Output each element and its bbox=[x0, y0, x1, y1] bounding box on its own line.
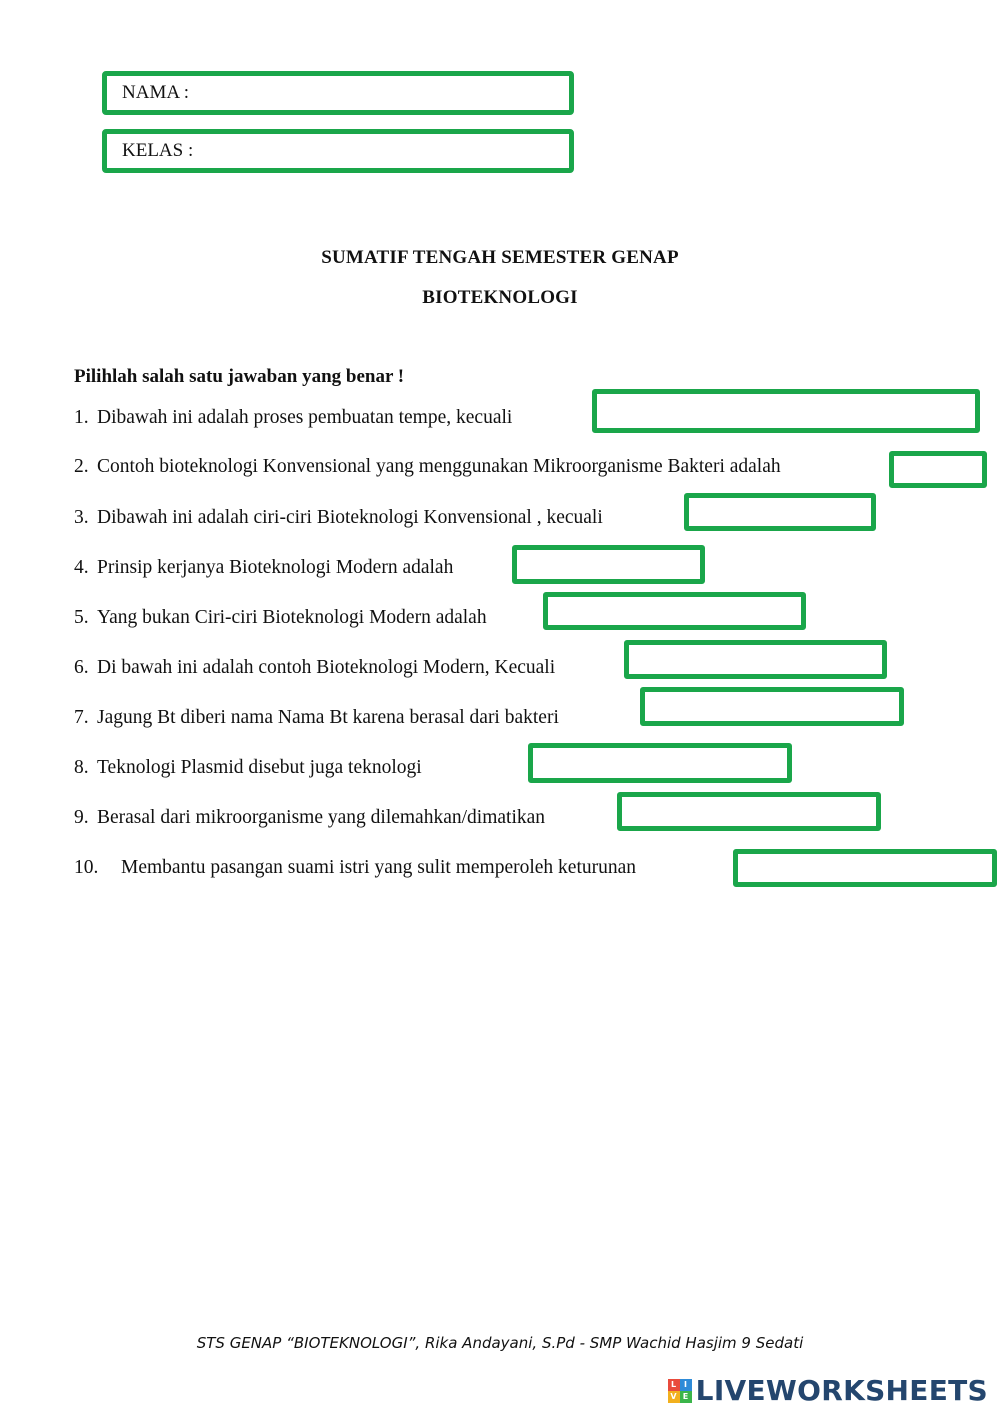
brand-name: LIVEWORKSHEETS bbox=[695, 1374, 988, 1407]
question-text: Dibawah ini adalah proses pembuatan tempe, kecuali bbox=[97, 407, 513, 428]
logo-letter-i: I bbox=[680, 1379, 692, 1391]
question-number: 8. bbox=[74, 757, 89, 778]
answer-box-9[interactable] bbox=[617, 792, 881, 831]
liveworksheets-icon bbox=[668, 1379, 692, 1403]
question-text: Berasal dari mikroorganisme yang dilemahkan/dimatikan bbox=[97, 807, 546, 828]
question-10 bbox=[74, 856, 636, 880]
question-number: 9. bbox=[74, 807, 89, 828]
answer-box-2[interactable] bbox=[889, 451, 987, 488]
question-text: Jagung Bt diberi nama Nama Bt karena berasal dari bakteri bbox=[97, 707, 559, 728]
answer-box-1[interactable] bbox=[592, 389, 980, 433]
logo-letter-l: L bbox=[668, 1379, 680, 1391]
name-label: NAMA : bbox=[122, 82, 190, 103]
question-text: Yang bukan Ciri-ciri Bioteknologi Modern adalah bbox=[97, 607, 487, 628]
question-text: Di bawah ini adalah contoh Bioteknologi Modern, Kecuali bbox=[97, 657, 556, 678]
answer-box-4[interactable] bbox=[512, 545, 705, 584]
answer-box-8[interactable] bbox=[528, 743, 792, 783]
instruction-text: Pilihlah salah satu jawaban yang benar ! bbox=[74, 366, 405, 387]
answer-box-7[interactable] bbox=[640, 687, 904, 726]
question-6 bbox=[74, 656, 555, 680]
name-field[interactable] bbox=[102, 71, 574, 115]
question-number: 5. bbox=[74, 607, 89, 628]
question-text: Dibawah ini adalah ciri-ciri Bioteknologi Konvensional , kecuali bbox=[97, 507, 603, 528]
question-text: Teknologi Plasmid disebut juga teknologi bbox=[97, 757, 422, 778]
question-1 bbox=[74, 406, 512, 430]
answer-box-5[interactable] bbox=[543, 592, 806, 630]
question-5 bbox=[74, 606, 487, 630]
question-number: 4. bbox=[74, 557, 89, 578]
question-4 bbox=[74, 556, 453, 580]
question-number: 3. bbox=[74, 507, 89, 528]
question-8 bbox=[74, 756, 422, 780]
question-9 bbox=[74, 806, 545, 830]
question-number: 7. bbox=[74, 707, 89, 728]
class-field[interactable] bbox=[102, 129, 574, 173]
footer-text: STS GENAP “BIOTEKNOLOGI”, Rika Andayani, S.Pd - SMP Wachid Hasjim 9 Sedati bbox=[196, 1334, 804, 1352]
class-label: KELAS : bbox=[122, 140, 194, 161]
question-7 bbox=[74, 706, 559, 730]
page-title: SUMATIF TENGAH SEMESTER GENAP bbox=[321, 247, 679, 268]
question-2 bbox=[74, 455, 781, 479]
question-number: 10. bbox=[74, 857, 99, 878]
answer-box-3[interactable] bbox=[684, 493, 876, 531]
question-3 bbox=[74, 506, 603, 530]
question-number: 2. bbox=[74, 456, 89, 477]
question-text: Membantu pasangan suami istri yang sulit memperoleh keturunan bbox=[121, 857, 637, 878]
question-number: 1. bbox=[74, 407, 89, 428]
answer-box-10[interactable] bbox=[733, 849, 997, 887]
logo-letter-e: E bbox=[680, 1391, 692, 1403]
question-text: Prinsip kerjanya Bioteknologi Modern adalah bbox=[97, 557, 454, 578]
liveworksheets-logo[interactable] bbox=[668, 1374, 988, 1407]
page-subtitle: BIOTEKNOLOGI bbox=[422, 287, 578, 308]
logo-letter-v: V bbox=[668, 1391, 680, 1403]
question-number: 6. bbox=[74, 657, 89, 678]
answer-box-6[interactable] bbox=[624, 640, 887, 679]
question-text: Contoh bioteknologi Konvensional yang menggunakan Mikroorganisme Bakteri adalah bbox=[97, 456, 781, 477]
